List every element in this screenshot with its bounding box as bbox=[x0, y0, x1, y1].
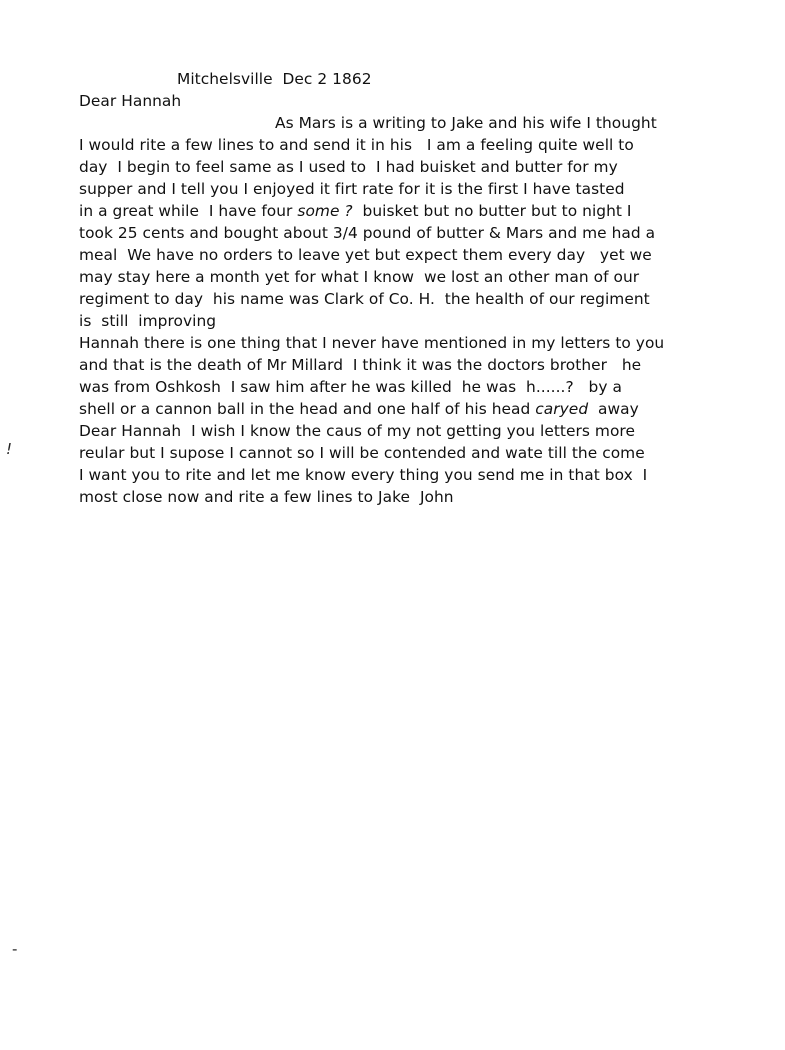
letter-line: shell or a cannon ball in the head and one half of his head caryed away bbox=[79, 400, 639, 418]
letter-line: I want you to rite and let me know every thing you send me in that box I bbox=[79, 466, 648, 484]
letter-line: most close now and rite a few lines to Jake John bbox=[79, 488, 454, 506]
letter-line: I would rite a few lines to and send it in his I am a feeling quite well to bbox=[79, 136, 634, 154]
letter-line: regiment to day his name was Clark of Co. H. the health of our regiment bbox=[79, 290, 650, 308]
letter-line: reular but I supose I cannot so I will be contended and wate till the come bbox=[79, 444, 645, 462]
letter-line: meal We have no orders to leave yet but expect them every day yet we bbox=[79, 246, 652, 264]
margin-exclamation-mark: ! bbox=[6, 440, 13, 458]
letter-line: took 25 cents and bought about 3/4 pound of butter & Mars and me had a bbox=[79, 224, 656, 242]
letter-line: As Mars is a writing to Jake and his wife I thought bbox=[275, 114, 657, 132]
letter-line: day I begin to feel same as I used to I had buisket and butter for my bbox=[79, 158, 618, 176]
letter-line: in a great while I have four some ? buisket but no butter but to night I bbox=[79, 202, 632, 220]
letter-salutation: Dear Hannah bbox=[79, 92, 182, 110]
letter-line: was from Oshkosh I saw him after he was killed he was h......? by a bbox=[79, 378, 622, 396]
letter-line: and that is the death of Mr Millard I think it was the doctors brother he bbox=[79, 356, 642, 374]
margin-dash-mark: - bbox=[12, 940, 18, 958]
letter-line: supper and I tell you I enjoyed it firt rate for it is the first I have tasted bbox=[79, 180, 625, 198]
uncertain-word: some ? bbox=[297, 202, 353, 220]
letter-line: Dear Hannah I wish I know the caus of my not getting you letters more bbox=[79, 422, 635, 440]
letter-line: is still improving bbox=[79, 312, 217, 330]
letter-heading: Mitchelsville Dec 2 1862 bbox=[177, 70, 372, 88]
uncertain-word: caryed bbox=[535, 400, 589, 418]
letter-line: Hannah there is one thing that I never have mentioned in my letters to you bbox=[79, 334, 665, 352]
letter-line: may stay here a month yet for what I know we lost an other man of our bbox=[79, 268, 640, 286]
